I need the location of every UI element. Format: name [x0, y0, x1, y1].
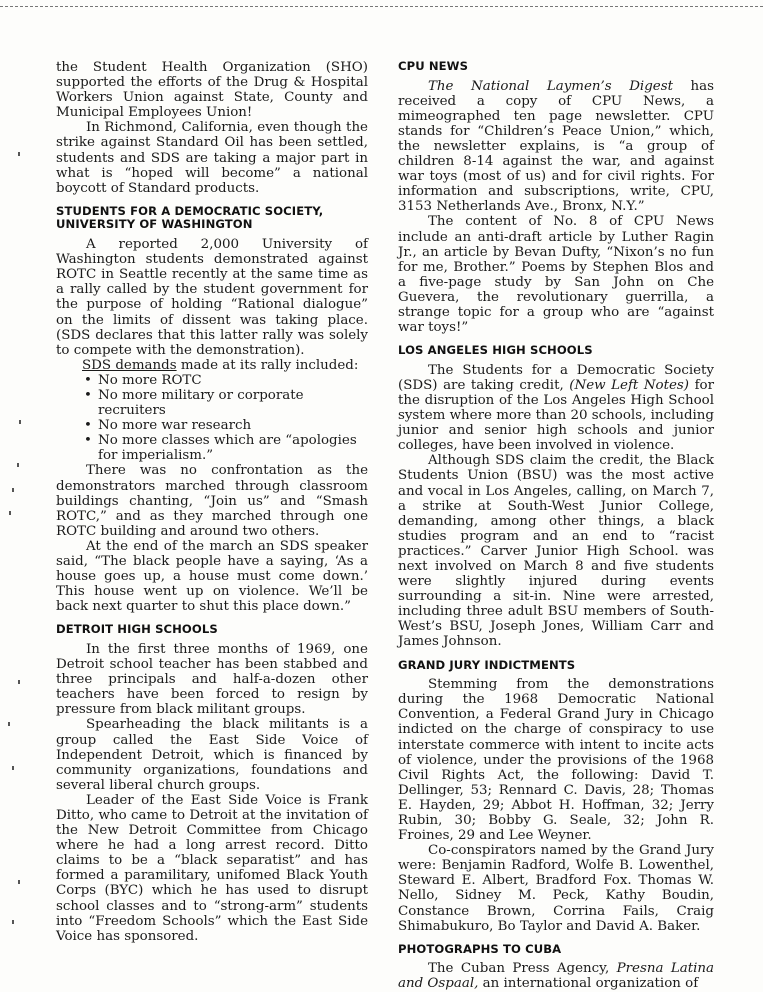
paragraph-east-side-voice: Spearheading the black militants is a group called the East Side Voice of Independent Detroit, which is financed by community organizations, foundations and several liberal church groups. — [56, 717, 368, 793]
demand-item: • No more classes which are “apologies for imperialism.” — [84, 433, 368, 463]
paragraph-no-confrontation: There was no confrontation as the demonstrators marched through classroom buildings chanting, “Join us” and “Smash ROTC,” and as they marched through one ROTC building and around two others. — [56, 463, 368, 539]
demand-item: • No more military or corporate recruiters — [84, 388, 368, 418]
la-sds-source: (New Left Notes) — [569, 377, 690, 393]
paragraph-la-bsu: Although SDS claim the credit, the Black Students Union (BSU) was the most active and vocal in Los Angeles, calling, on March 7, a strike at South-West Junior College, demanding, among other things, a black studies program and an end to “racist practices.” Carver Junior High School. was next involved on March 8 and five students were slightly injured during events surrounding a sit-in. Nine were arrested, including three adult BSU members of South-West’s BSU, Joseph Jones, William Carr and James Johnson. — [398, 453, 714, 650]
paragraph-cuban-press — [398, 961, 714, 991]
heading-detroit: DETROIT HIGH SCHOOLS — [56, 622, 218, 637]
la-sds-a: The Students for a Democratic Society (SDS) are taking credit, — [398, 362, 714, 393]
paragraph-sds-demands — [56, 358, 368, 373]
paragraph-co-conspirators: Co-conspirators named by the Grand Jury were: Benjamin Radford, Wolfe B. Lowenthel, Steward E. Albert, Bradford Fox. Thomas W. Nello, Sidney M. Peck, Kathy Boudin, Constance Brown, Corrina Fails, Craig Shimabukuro, Bo Taylor and David A. Baker. — [398, 843, 714, 934]
paragraph-frank-ditto: Leader of the East Side Voice is Frank Ditto, who came to Detroit at the invitation of the New Detroit Committee from Chicago where he had a long arrest record. Ditto claims to be a “black separatist” and has formed a paramilitary, unifomed Black Youth Corps (BYC) which he has used to disrupt school classes and to “strong-arm” students into “Freedom Schools” which the East Side Voice has sponsored. — [56, 792, 368, 944]
heading-grand-jury: GRAND JURY INDICTMENTS — [398, 657, 576, 672]
demands-list — [56, 373, 368, 464]
paragraph-richmond: In Richmond, California, even though the strike against Standard Oil has been settled, students and SDS are taking a major part in what is “hoped will become” a national boycott of Standard products. — [56, 120, 368, 196]
cpu-intro-rest: has received a copy of CPU News, a mimeographed ten page newsletter. CPU stands for “Children’s Peace Union,” which, the newsletter explains, is “a group of children 8-14 against the war, and against war toys (most of us) and for civil rights. For information and subscriptions, write, CPU, 3153 Netherlands Ave., Bronx, N.Y.” — [398, 78, 714, 215]
paragraph-grand-jury-indicted: Stemming from the demonstrations during the 1968 Democratic National Convention, a Federal Grand Jury in Chicago indicted on the charge of conspiracy to use interstate commerce with intent to incite acts of violence, under the provisions of the 1968 Civil Rights Act, the following: David T. Dellinger, 53; Rennard C. Davis, 28; Thomas E. Hayden, 29; Abbot H. Hoffman, 32; Jerry Rubin, 30; Bobby G. Seale, 32; John R. Froines, 29 and Lee Weyner. — [398, 677, 714, 844]
heading-los-angeles: LOS ANGELES HIGH SCHOOLS — [398, 343, 593, 358]
heading-photographs-cuba: PHOTOGRAPHS TO CUBA — [398, 941, 562, 956]
paragraph-cpu-intro — [398, 79, 714, 215]
left-column — [56, 60, 368, 944]
paragraph-detroit-teachers: In the first three months of 1969, one Detroit school teacher has been stabbed and three principals and half-a-dozen other teachers have been forced to resign by pressure from black militant groups. — [56, 641, 368, 718]
heading-sds-line2: UNIVERSITY OF WASHINGTON — [56, 217, 253, 232]
sds-demands-rest: made at its rally included: — [176, 357, 359, 373]
sds-demands-underlined: SDS demands — [82, 357, 177, 373]
la-sds-b: for the disruption of the Los Angeles High School system where more than 20 schools, including junior and senior high schools and junior colleges, have been involved in violence. — [398, 377, 714, 454]
paragraph-sds-speaker: At the end of the march an SDS speaker said, “The black people have a saying, ‘As a house goes up, a house must come down.’ This house went up on violence. We’ll be back next quarter to shut this place down.” — [56, 538, 368, 615]
paragraph-sho: the Student Health Organization (SHO) supported the efforts of the Drug & Hospital Workers Union against State, County and Municipal Employees Union! — [56, 60, 368, 121]
paragraph-la-sds — [398, 363, 714, 454]
heading-cpu-news: CPU NEWS — [398, 59, 469, 73]
cuba-agencies: Presna Latina and Ospaal, — [398, 961, 715, 992]
demand-item: • No more war research — [84, 418, 368, 433]
publication-title: The National Laymen’s Digest — [428, 78, 673, 94]
demand-item: • No more ROTC — [84, 373, 368, 388]
paragraph-cpu-content: The content of No. 8 of CPU News include an anti-draft article by Luther Ragin Jr., an article by Bevan Dufty, “Nixon’s no fun for me, Brother.” Poems by Stephen Blos and a five-page study by San John on Che Guevera, the revolutionary guerrilla, a strange topic for a group who are “against war toys!” — [398, 214, 714, 336]
paragraph-uw-demonstration: A reported 2,000 University of Washington students demonstrated against ROTC in Seattle recently at the same time as a rally called by the student government for the purpose of holding “Rational dialogue” on the limits of dissent was taking place. (SDS declares that this latter rally was solely to compete with the demonstration). — [56, 237, 368, 358]
heading-sds-line1: STUDENTS FOR A DEMOCRATIC SOCIETY, — [56, 203, 324, 218]
page-top-rule — [0, 6, 763, 7]
heading-sds-washington — [56, 205, 368, 232]
right-column — [398, 60, 714, 992]
cuba-a: The Cuban Press Agency, — [428, 961, 617, 977]
cuba-b: an international organization of — [478, 976, 699, 992]
